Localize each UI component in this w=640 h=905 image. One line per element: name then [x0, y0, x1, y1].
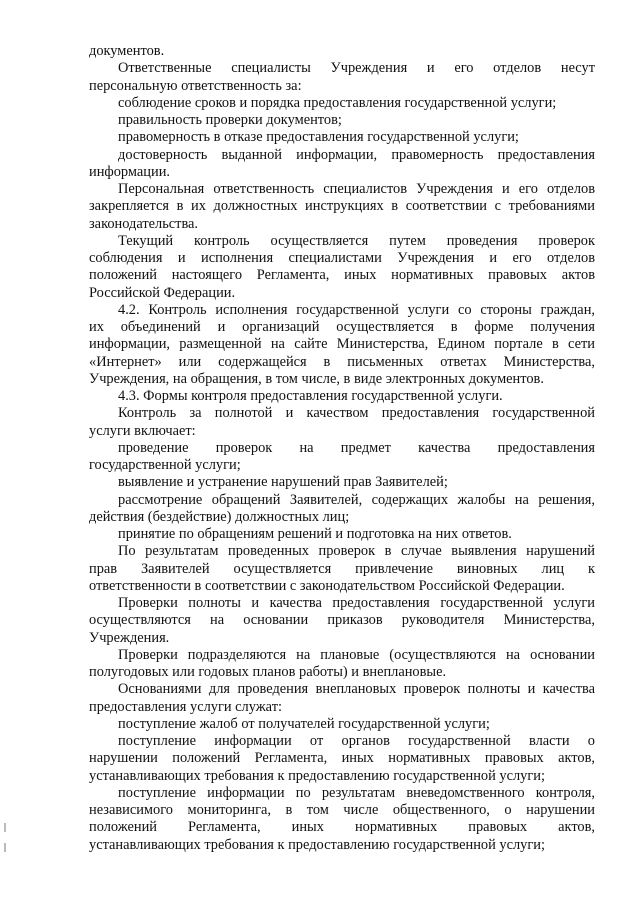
scan-margin-mark [4, 843, 6, 852]
text-line: независимого мониторинга, в том числе общественного, о нарушении [89, 802, 595, 818]
text-line: прав Заявителей осуществляется привлечение виновных лиц к [89, 560, 595, 577]
text-line: Проверки подразделяются на плановые (осуществляются на основании [118, 646, 595, 663]
text-line: Контроль за полнотой и качеством предоставления государственной [118, 405, 595, 422]
text-line: правомерность в отказе предоставления государственной услуги; [118, 129, 519, 146]
text-line: их объединений и организаций осуществляется в форме получения [89, 319, 595, 335]
text-line: Персональная ответственность специалистов Учреждения и его отделов [118, 181, 595, 197]
paragraph [89, 233, 595, 302]
text-line: информации. [89, 163, 170, 180]
text-line: Основаниями для проведения внеплановых проверок полноты и качества [118, 681, 595, 698]
paragraph [89, 405, 595, 440]
text-line: положений Регламента, иных нормативных правовых актов, [89, 819, 595, 836]
scan-margin-mark [4, 823, 6, 832]
text-line: «Интернет» или содержащейся в письменных ответах Министерства, [89, 353, 595, 370]
text-line: проведение проверок на предмет качества предоставления [118, 439, 595, 456]
text-line: соблюдения и исполнения специалистами Учреждения и его отделов [89, 250, 595, 266]
text-line: информации, размещенной на сайте Министерства, Едином портале в сети [89, 336, 595, 353]
document-page [89, 43, 595, 854]
text-line: услуги включает: [89, 422, 196, 439]
text-line: устанавливающих требования к предоставлению государственной услуги; [89, 767, 545, 784]
text-line: 4.2. Контроль исполнения государственной услуги со стороны граждан, [118, 301, 595, 318]
text-line: соблюдение сроков и порядка предоставления государственной услуги; [118, 94, 557, 111]
text-line: правильность проверки документов; [118, 112, 342, 128]
text-line: документов. [89, 43, 165, 59]
text-line: полугодовых или годовых планов работы) и внеплановые. [89, 664, 447, 680]
text-line: Учреждения. [89, 629, 170, 646]
text-line: государственной услуги; [89, 457, 241, 473]
paragraph [89, 543, 595, 595]
paragraph [89, 492, 595, 527]
text-line: осуществляются на основании приказов руководителя Министерства, [89, 612, 595, 629]
text-line: По результатам проведенных проверок в случае выявления нарушений [118, 543, 595, 560]
paragraph [89, 526, 595, 543]
paragraph [89, 388, 595, 405]
paragraph [89, 95, 595, 112]
text-line: поступление жалоб от получателей государственной услуги; [118, 715, 490, 732]
text-line: законодательства. [89, 215, 199, 232]
text-line: Проверки полноты и качества предоставления государственной услуги [118, 595, 595, 611]
text-line: 4.3. Формы контроля предоставления государственной услуги. [118, 388, 503, 404]
paragraph [89, 716, 595, 733]
paragraph [89, 147, 595, 182]
text-line: поступление информации от органов государственной власти о [118, 733, 595, 749]
text-line: персональную ответственность за: [89, 77, 302, 94]
paragraph [89, 129, 595, 146]
paragraph [89, 595, 595, 647]
text-line: положений настоящего Регламента, иных нормативных правовых актов [89, 267, 595, 284]
paragraph [89, 43, 595, 60]
paragraph [89, 474, 595, 491]
text-line: нарушении положений Регламента, иных нормативных правовых актов, [89, 750, 595, 767]
paragraph [89, 112, 595, 129]
paragraph [89, 60, 595, 95]
text-line: принятие по обращениям решений и подготовка на них ответов. [118, 526, 512, 542]
paragraph [89, 681, 595, 716]
text-line: рассмотрение обращений Заявителей, содержащих жалобы на решения, [118, 491, 595, 508]
paragraph [89, 647, 595, 682]
paragraph [89, 785, 595, 854]
paragraph [89, 733, 595, 785]
paragraph [89, 440, 595, 475]
text-line: Российской Федерации. [89, 284, 236, 301]
text-line: действия (бездействие) должностных лиц; [89, 508, 350, 525]
text-line: достоверность выданной информации, правомерность предоставления [118, 146, 595, 163]
text-line: устанавливающих требования к предоставлению государственной услуги; [89, 836, 545, 853]
paragraph [89, 302, 595, 388]
text-line: Ответственные специалисты Учреждения и его отделов несут [118, 60, 595, 77]
text-line: Учреждения, на обращения, в том числе, в виде электронных документов. [89, 370, 544, 387]
paragraph [89, 181, 595, 233]
text-line: поступление информации по результатам вневедомственного контроля, [118, 784, 595, 801]
text-line: закрепляется в их должностных инструкциях в соответствии с требованиями [89, 198, 595, 215]
text-line: Текущий контроль осуществляется путем проведения проверок [118, 232, 595, 249]
text-line: ответственности в соответствии с законодательством Российской Федерации. [89, 577, 565, 594]
text-line: предоставления услуги служат: [89, 698, 282, 715]
text-line: выявление и устранение нарушений прав Заявителей; [118, 474, 448, 491]
